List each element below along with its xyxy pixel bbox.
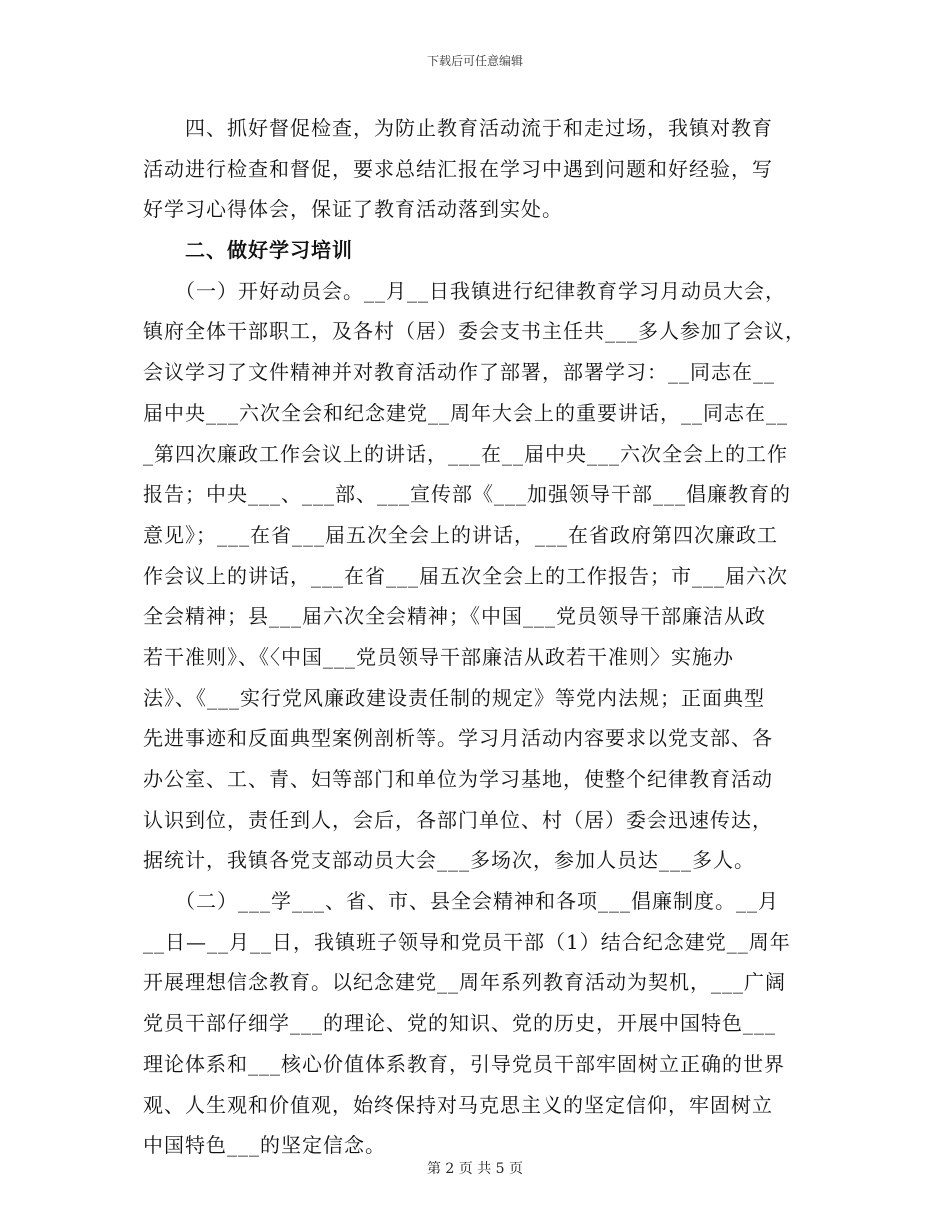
text-line: 作会议上的讲话，___在省___届五次全会上的工作报告；市___届六次 — [143, 563, 788, 588]
text-line: 据统计，我镇各党支部动员大会___多场次，参加人员达___多人。 — [143, 848, 755, 873]
text-line: 届中央___六次全会和纪念建党__周年大会上的重要讲话，__同志在__ — [143, 400, 788, 425]
text-line: 理论体系和___核心价值体系教育，引导党员干部牢固树立正确的世界 — [143, 1051, 785, 1076]
text-line: 办公室、工、青、妇等部门和单位为学习基地，使整个纪律教育活动 — [143, 767, 773, 791]
text-line: 中国特色___的坚定信念。 — [143, 1133, 386, 1158]
page-footer: 第 2 页 共 5 页 — [426, 1161, 524, 1177]
text-line: 镇府全体干部职工，及各村（居）委会支书主任共___多人参加了会议， — [143, 319, 806, 344]
text-line: （一）开好动员会。__月__日我镇进行纪律教育学习月动员大会， — [143, 278, 786, 303]
text-line: 若干准则》、《〈中国___党员领导干部廉洁从政若干准则〉实施办 — [143, 644, 734, 669]
text-line: 会议学习了文件精神并对教育活动作了部署，部署学习：__同志在__ — [143, 360, 775, 385]
section-heading: 二、做好学习培训 — [143, 238, 353, 263]
text-line: 党员干部仔细学___的理论、党的知识、党的历史，开展中国特色___ — [143, 1011, 776, 1036]
text-line: 全会精神；县___届六次全会精神；《中国___党员领导干部廉洁从政 — [143, 604, 766, 629]
text-line: 法》、《___实行党风廉政建设责任制的规定》等党内法规；正面典型 — [143, 685, 765, 710]
text-line: 开展理想信念教育。以纪念建党__周年系列教育活动为契机，___广阔 — [143, 970, 786, 995]
text-line: （二）___学___、省、市、县全会精神和各项___倡廉制度。__月 — [143, 889, 779, 914]
text-line: __日—__月__日，我镇班子领导和党员干部（1）结合纪念建党__周年 — [143, 929, 791, 954]
document-body — [143, 108, 823, 1166]
page-header: 下载后可任意编辑 — [426, 54, 523, 68]
text-line: 报告；中央___、___部、___宣传部《___加强领导干部___倡廉教育的 — [143, 482, 791, 507]
text-line: 意见》；___在省___届五次全会上的讲话，___在省政府第四次廉政工 — [143, 522, 778, 547]
text-line: 观、人生观和价值观，始终保持对马克思主义的坚定信仰，牢固树立 — [143, 1092, 773, 1117]
text-line: 好学习心得体会，保证了教育活动落到实处。 — [143, 197, 563, 222]
text-line: 活动进行检查和督促，要求总结汇报在学习中遇到问题和好经验，写 — [143, 156, 773, 181]
text-line: 四、抓好督促检查，为防止教育活动流于和走过场，我镇对教育 — [143, 116, 773, 140]
text-line: _第四次廉政工作会议上的讲话，___在__届中央___六次全会上的工作 — [143, 441, 788, 466]
text-line: 认识到位，责任到人，会后，各部门单位、村（居）委会迅速传达， — [143, 807, 773, 832]
text-line: 先进事迹和反面典型案例剖析等。学习月活动内容要求以党支部、各 — [143, 726, 773, 751]
